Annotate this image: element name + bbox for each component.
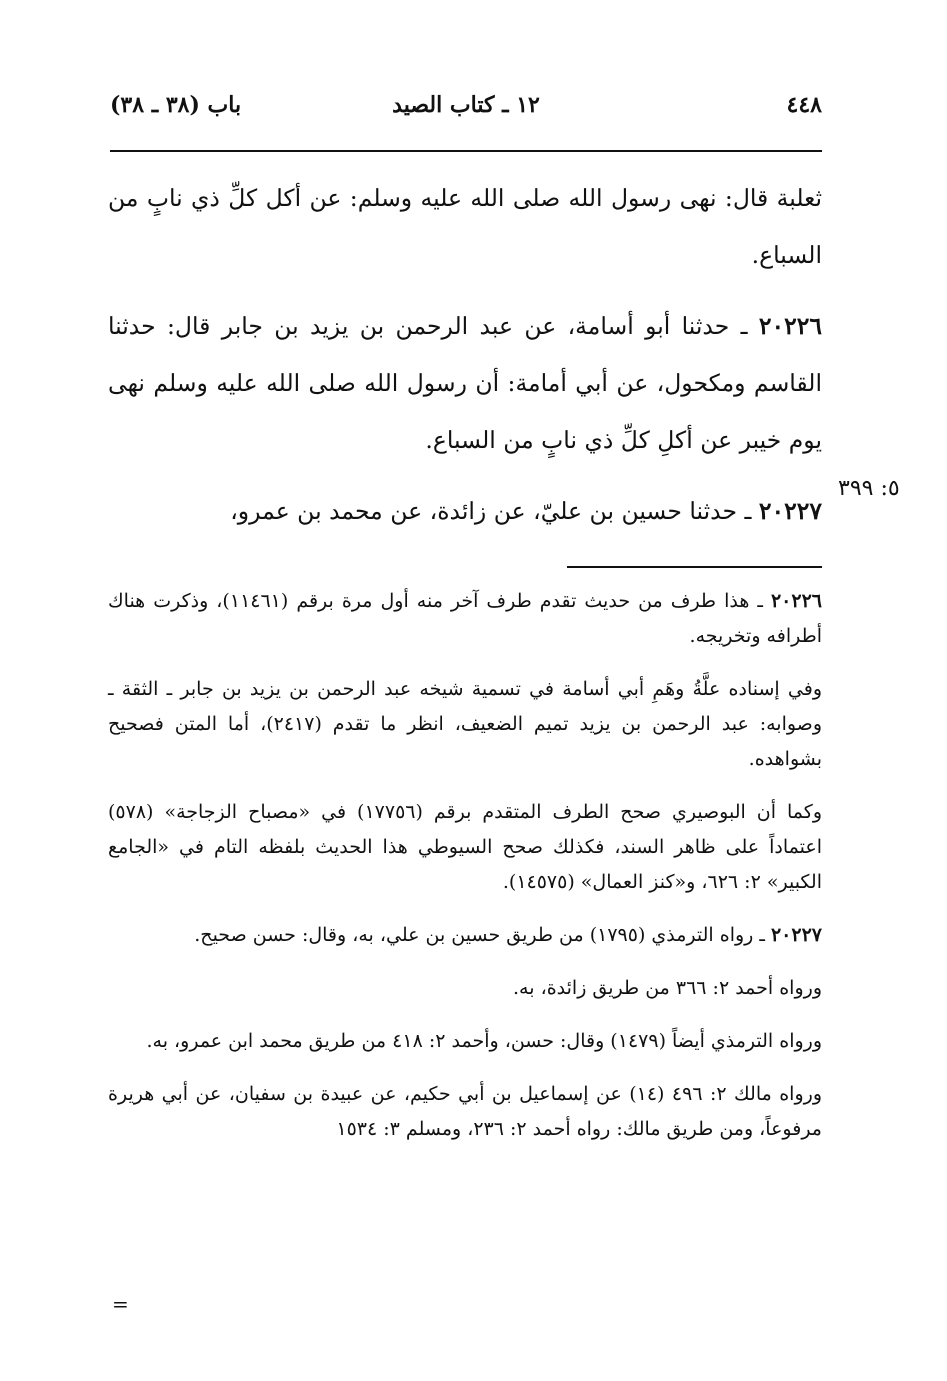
hadith-number: ٢٠٢٢٧ (758, 497, 822, 525)
footnote-20227 (108, 918, 822, 953)
page-number: ٤٤٨ (786, 92, 822, 118)
footnote-rule (567, 566, 822, 568)
header-rule (110, 150, 822, 152)
hadith-20226 (108, 298, 822, 469)
footnotes (108, 584, 822, 1147)
book-title: ١٢ ـ كتاب الصيد (392, 92, 540, 118)
footnote-number: ٢٠٢٢٧ (770, 924, 822, 946)
continuation-mark: = (112, 1292, 129, 1316)
footnote-paragraph: ورواه أحمد ٢: ٣٦٦ من طريق زائدة، به. (513, 977, 822, 999)
footnote-paragraph: وكما أن البوصيري صحح الطرف المتقدم برقم (١٧٧٥٦) في «مصباح الزجاجة» (٥٧٨) اعتماداً على ظاهر السند، فكذلك صحح السيوطي هذا الحديث بلفظه التام في «الجامع الكبير» ٢: ٦٢٦، و«كنز العمال» (١٤٥٧٥). (108, 801, 822, 893)
footnote-number: ٢٠٢٢٦ (770, 590, 822, 612)
main-text (108, 170, 822, 540)
hadith-20227 (108, 483, 822, 540)
chapter-title: باب (٣٨ ـ ٣٨) (110, 92, 242, 118)
footnote-text: ـ هذا طرف من حديث تقدم طرف آخر منه أول مرة برقم (١١٤٦١)، وذكرت هناك أطرافه وتخريجه. (108, 590, 822, 647)
margin-reference: ٥: ٣٩٩ (838, 476, 900, 501)
footnote-20226 (108, 584, 822, 654)
running-header (110, 92, 822, 126)
hadith-text: ـ حدثنا حسين بن عليّ، عن زائدة، عن محمد بن عمرو، (230, 497, 759, 525)
footnote-paragraph: ورواه مالك ٢: ٤٩٦ (١٤) عن إسماعيل بن أبي حكيم، عن عبيدة بن سفيان، عن أبي هريرة مرفوعاً، ومن طريق مالك: رواه أحمد ٢: ٢٣٦، ومسلم ٣: ١٥٣٤ (108, 1083, 822, 1140)
hadith-number: ٢٠٢٢٦ (758, 312, 822, 340)
footnote-paragraph: ورواه الترمذي أيضاً (١٤٧٩) وقال: حسن، وأحمد ٢: ٤١٨ من طريق محمد ابن عمرو، به. (146, 1030, 822, 1052)
paragraph-continuation: ثعلبة قال: نهى رسول الله صلى الله عليه وسلم: عن أكل كلِّ ذي نابٍ من السباع. (108, 184, 822, 269)
hadith-text: ـ حدثنا أبو أسامة، عن عبد الرحمن بن يزيد بن جابر قال: حدثنا القاسم ومكحول، عن أبي أمامة: أن رسول الله صلى الله عليه وسلم نهى يوم خيبر عن أكلِ كلِّ ذي نابٍ من السباع. (108, 312, 822, 454)
footnote-paragraph: وفي إسناده علَّةُ وهَمِ أبي أسامة في تسمية شيخه عبد الرحمن بن يزيد بن جابر ـ الثقة ـ وصوابه: عبد الرحمن بن يزيد تميم الضعيف، انظر ما تقدم (٢٤١٧)، أما المتن فصحيح بشواهده. (108, 678, 822, 770)
footnote-text: ـ رواه الترمذي (١٧٩٥) من طريق حسين بن علي، به، وقال: حسن صحيح. (194, 924, 771, 946)
